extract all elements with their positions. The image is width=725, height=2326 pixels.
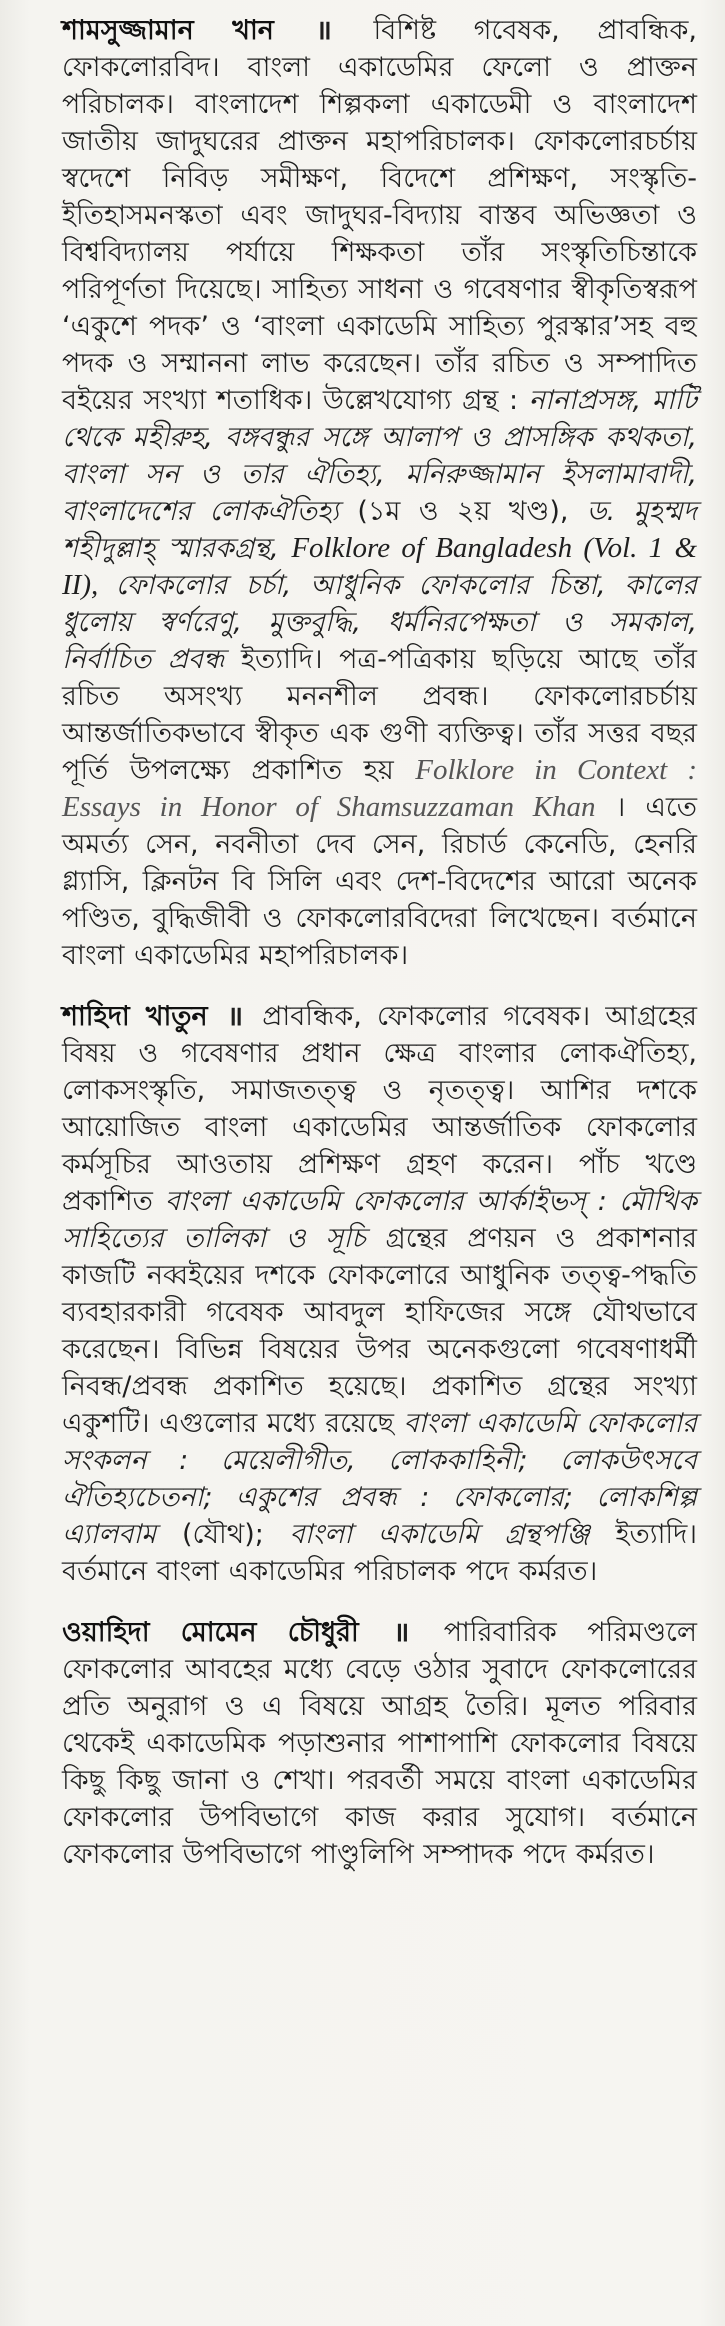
name-separator: ॥ [393,1617,410,1648]
book-titles: বাংলা একাডেমি ফোকলোর সংকলন : মেয়েলীগীত, লোককাহিনী; লোকউৎসবে ঐতিহ্যচেতনা; একুশের প্রবন্ধ : ফোকলোর; লোকশিল্প এ্যালবাম [62,1408,697,1550]
bio-text: পারিবারিক পরিমণ্ডলে ফোকলোর আবহের মধ্যে বেড়ে ওঠার সুবাদে ফোকলোরের প্রতি অনুরাগ ও এ বিষয়ে আগ্রহ তৈরি। মূলত পরিবার থেকেই একাডেমিক পড়াশুনার পাশাপাশি ফোকলোর বিষয়ে কিছু কিছু জানা ও শেখা। পরবর্তী সময়ে বাংলা একাডেমির ফোকলোর উপবিভাগে কাজ করার সুযোগ। বর্তমানে ফোকলোর উপবিভাগে পাণ্ডুলিপি সম্পাদক পদে কর্মরত। [62,1617,697,1870]
author-name: শাহিদা খাতুন [62,1001,208,1032]
book-title: বাংলা একাডেমি ফোকলোর আর্কাইভস্ : মৌখিক সাহিত্যের তালিকা ও সূচি [62,1186,697,1254]
bio-shamsuzzaman-khan [62,12,697,974]
bio-text: । এতে অমর্ত্য সেন, নবনীতা দেব সেন, রিচার্ড কেনেডি, হেনরি গ্ল্যাসি, ক্লিনটন বি সিলি এবং দেশ-বিদেশের আরো অনেক পণ্ডিত, বুদ্ধিজীবী ও ফোকলোরবিদেরা লিখেছেন। বর্তমানে বাংলা একাডেমির মহাপরিচালক। [62,792,697,971]
book-title: বাংলা একাডেমি গ্রন্থপঞ্জি [289,1519,590,1550]
festschrift-title: Folklore in Context : Essays in Honor of Shamsuzzaman Khan [62,754,697,823]
bio-text: ইত্যাদি। পত্র-পত্রিকায় ছড়িয়ে আছে তাঁর রচিত অসংখ্য মননশীল প্রবন্ধ। ফোকলোরচর্চায় আন্তর্জাতিকভাবে স্বীকৃত এক গুণী ব্যক্তিত্ব। তাঁর সত্তর বছর পূর্তি উপলক্ষ্যে প্রকাশিত হয় [62,644,697,786]
author-name: ওয়াহিদা মোমেন চৌধুরী [62,1617,359,1648]
name-separator: ॥ [315,15,332,46]
name-separator: ॥ [226,1001,244,1032]
book-titles: নানাপ্রসঙ্গ, মাটি থেকে মহীরুহ, বঙ্গবন্ধুর সঙ্গে আলাপ ও প্রাসঙ্গিক কথকতা, বাংলা সন ও তার ঐতিহ্য, মনিরুজ্জামান ইসলামাবাদী, বাংলাদেশের লোকঐতিহ্য [62,385,697,527]
book-title-english: Folklore of Bangladesh (Vol. 1 & II), [62,532,697,601]
bio-text: ইত্যাদি। বর্তমানে বাংলা একাডেমির পরিচালক পদে কর্মরত। [62,1519,697,1587]
bio-text: গ্রন্থের প্রণয়ন ও প্রকাশনার কাজটি নব্বইয়ের দশকে ফোকলোরে আধুনিক তত্ত্ব-পদ্ধতি ব্যবহারকারী গবেষক আবদুল হাফিজের সঙ্গে যৌথভাবে করেছেন। বিভিন্ন বিষয়ের উপর অনেকগুলো গবেষণাধর্মী নিবন্ধ/প্রবন্ধ প্রকাশিত হয়েছে। প্রকাশিত গ্রন্থের সংখ্যা একুশটি। এগুলোর মধ্যে রয়েছে [62,1223,697,1439]
author-name: শামসুজ্জামান খান [62,15,274,46]
bio-text: প্রাবন্ধিক, ফোকলোর গবেষক। আগ্রহের বিষয় ও গবেষণার প্রধান ক্ষেত্র বাংলার লোকঐতিহ্য, লোকসংস্কৃতি, সমাজতত্ত্ব ও নৃতত্ত্ব। আশির দশকে আয়োজিত বাংলা একাডেমির আন্তর্জাতিক ফোকলোর কর্মসূচির আওতায় প্রশিক্ষণ গ্রহণ করেন। পাঁচ খণ্ডে প্রকাশিত [62,1001,697,1217]
bio-text: বিশিষ্ট গবেষক, প্রাবন্ধিক, ফোকলোরবিদ। বাংলা একাডেমির ফেলো ও প্রাক্তন পরিচালক। বাংলাদেশ শিল্পকলা একাডেমী ও বাংলাদেশ জাতীয় জাদুঘরের প্রাক্তন মহাপরিচালক। ফোকলোরচর্চায় স্বদেশে নিবিড় সমীক্ষণ, বিদেশে প্রশিক্ষণ, সংস্কৃতি-ইতিহাসমনস্কতা এবং জাদুঘর-বিদ্যায় বাস্তব অভিজ্ঞতা ও বিশ্ববিদ্যালয় পর্যায়ে শিক্ষকতা তাঁর সংস্কৃতিচিন্তাকে পরিপূর্ণতা দিয়েছে। সাহিত্য সাধনা ও গবেষণার স্বীকৃতিস্বরূপ ‘একুশে পদক’ ও ‘বাংলা একাডেমি সাহিত্য পুরস্কার’সহ বহু পদক ও সম্মাননা লাভ করেছেন। তাঁর রচিত ও সম্পাদিত বইয়ের সংখ্যা শতাধিক। উল্লেখযোগ্য গ্রন্থ : [62,15,698,416]
bio-wahida-momen-chowdhury [62,1614,697,1873]
bio-text: (যৌথ); [181,1519,290,1550]
book-titles: ফোকলোর চর্চা, আধুনিক ফোকলোর চিন্তা, কালের ধুলোয় স্বর্ণরেণু, মুক্তবুদ্ধি, ধর্মনিরপেক্ষতা ও সমকাল, নির্বাচিত প্রবন্ধ [62,570,697,675]
book-title: ড. মুহম্মদ শহীদুল্লাহ্ স্মারকগ্রন্থ, [62,496,697,564]
bio-shahida-khatun [62,998,697,1590]
bio-text: (১ম ও ২য় খণ্ড), [357,496,587,527]
